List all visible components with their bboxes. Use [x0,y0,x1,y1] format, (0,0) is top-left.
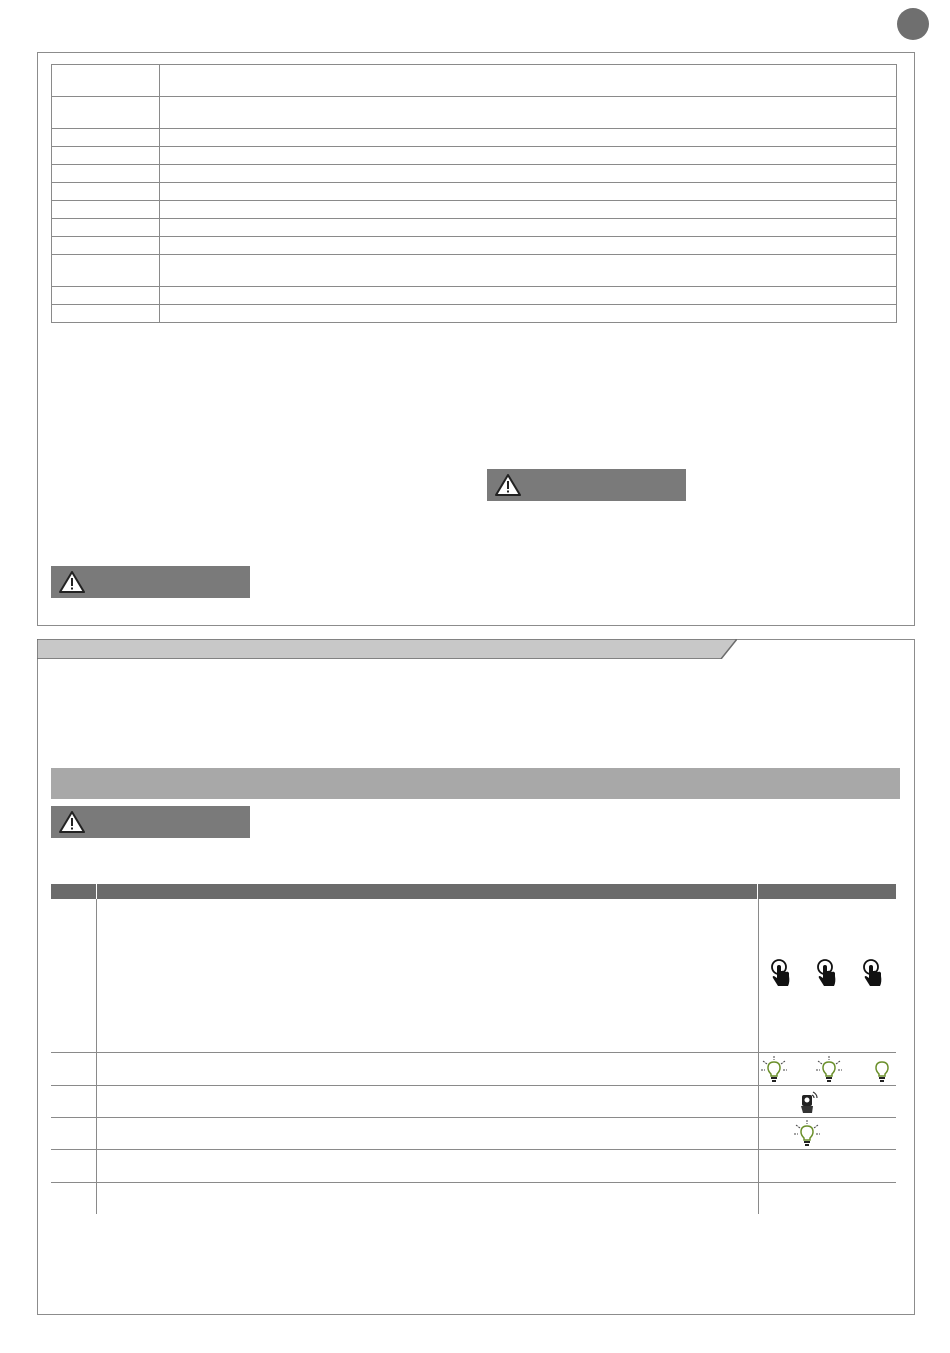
spec-table-row [52,237,897,255]
row-divider [51,1117,896,1118]
spec-table-row [52,129,897,147]
spec-label-cell [52,287,160,305]
section-header-tab [37,639,737,659]
spec-table-row [52,219,897,237]
spec-label-cell [52,129,160,147]
spec-value-cell [160,305,897,323]
spec-label-cell [52,165,160,183]
hand-press-icon [812,958,840,990]
page-number-badge [897,8,929,40]
spec-label-cell [52,201,160,219]
spec-table-row [52,201,897,219]
spec-table-row [52,305,897,323]
spec-value-cell [160,219,897,237]
row-divider [51,1182,896,1183]
lamp-off-icon [868,1055,896,1083]
spec-value-cell [160,287,897,305]
spec-table-row [52,65,897,97]
spec-value-cell [160,183,897,201]
spec-label-cell [52,65,160,97]
spec-label-cell [52,147,160,165]
warning-triangle-icon [495,473,521,497]
header-separator [757,884,758,899]
spec-value-cell [160,237,897,255]
spec-value-cell [160,147,897,165]
header-separator [96,884,97,899]
lamp-blinking-icon [760,1055,788,1083]
remote-control-icon [797,1089,821,1115]
lamp-blinking-icon [815,1055,843,1083]
spec-value-cell [160,201,897,219]
spec-value-cell [160,65,897,97]
row-divider [51,1052,896,1053]
spec-value-cell [160,129,897,147]
spec-label-cell [52,237,160,255]
row-divider [51,1149,896,1150]
warning-banner-bottom [51,806,250,838]
spec-label-cell [52,97,160,129]
lamp-on-icon [793,1119,821,1147]
procedure-table-header [51,884,896,899]
spec-label-cell [52,183,160,201]
spec-table [51,64,897,323]
spec-table-row [52,287,897,305]
spec-table-row [52,183,897,201]
warning-banner-left [51,566,250,598]
warning-triangle-icon [59,810,85,834]
spec-label-cell [52,305,160,323]
spec-table-row [52,147,897,165]
spec-value-cell [160,255,897,287]
spec-table-row [52,255,897,287]
warning-banner-right [487,469,686,501]
spec-table-row [52,165,897,183]
spec-label-cell [52,219,160,237]
hand-press-icon [766,958,794,990]
spec-value-cell [160,97,897,129]
section-title-bar [51,768,900,799]
row-divider [51,1085,896,1086]
hand-press-icon [858,958,886,990]
spec-table-row [52,97,897,129]
warning-triangle-icon [59,570,85,594]
spec-value-cell [160,165,897,183]
column-divider-icons [758,899,759,1214]
spec-label-cell [52,255,160,287]
column-divider-step [96,899,97,1214]
